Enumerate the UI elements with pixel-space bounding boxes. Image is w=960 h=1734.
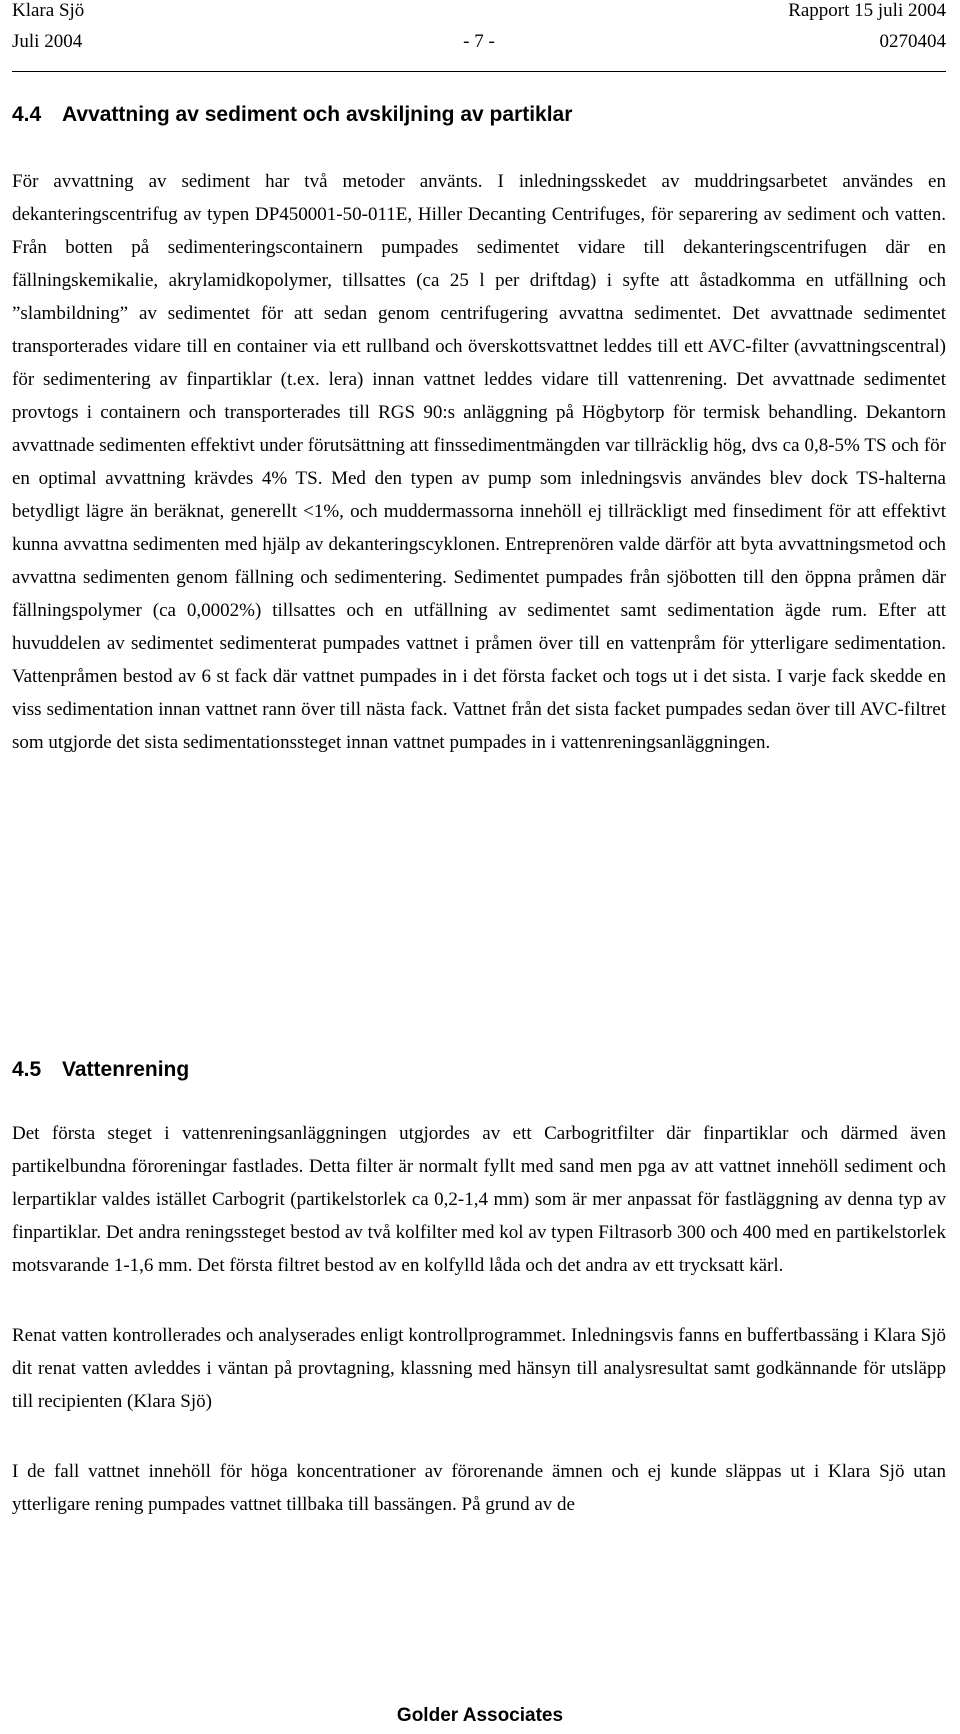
paragraph: Renat vatten kontrollerades och analyserades enligt kontrollprogrammet. Inledningsvis fanns en buffertbassäng i Klara Sjö dit renat vatten avleddes i väntan på provtagning, klassning med hänsyn till analysresultat samt godkännande för utsläpp till recipienten (Klara Sjö) bbox=[12, 1325, 946, 1412]
paragraph: För avvattning av sediment har två metoder använts. I inledningsskedet av muddringsarbetet användes en dekanteringscentrifug av typen DP450001-50-011E, Hiller Decanting Centrifuges, för separering av sediment och vatten. Från botten på sedimenteringscontainern pumpades sedimentet vidare till dekanteringscentrifugen där en fällningskemikalie, akrylamidkopolymer, tillsattes (ca 25 l per driftdag) i syfte att åstadkomma en utfällning och ”slambildning” av sedimentet för att sedan genom centrifugering avvattna sedimentet. Det avvattnade sedimentet transporterades vidare till en container via ett rullband och överskottsvattnet leddes till ett AVC-filter (avvattningscentral) för sedimentering av finpartiklar (t.ex. lera) innan vattnet leddes vidare till vattenrening. Det avvattnade sedimentet provtogs i containern och transporterades till RGS 90:s anläggning på Högbytorp för termisk behandling. Dekantorn avvattnade sedimenten effektivt under förutsättning att finssedimentmängden var tillräcklig hög, dvs ca 0,8-5% TS och för en optimal avvattning krävdes 4% TS. Med den typen av pump som inledningsvis användes blev dock TS-halterna betydligt lägre än beräknat, generellt <1%, och muddermassorna innehöll ej tillräckligt med finsediment för att effektivt kunna avvattna sedimenten med hjälp av dekanteringscyklonen. Entreprenören valde därför att byta avvattningsmetod och avvattna sedimenten genom fällning och sedimentering. Sedimentet pumpades från sjöbotten till den öppna pråmen där fällningspolymer (ca 0,0002%) tillsattes och en utfällning av sedimentet samt sedimentation ägde rum. Efter att huvuddelen av sedimentet sedimenterat pumpades vattnet i pråmen över till en vattenpråm för ytterligare sedimentation. Vattenpråmen bestod av 6 st fack där vattnet pumpades in i det första facket och togs ut i det sista. I varje fack skedde en viss sedimentation innan vattnet rann över till nästa fack. Vattnet från det sista facket pumpades sedan över till AVC-filtret som utgjorde det sista sedimentationssteget innan vattnet pumpades in i vattenreningsanläggningen. bbox=[12, 171, 946, 753]
paragraph: Det första steget i vattenreningsanläggningen utgjordes av ett Carbogritfilter där finpartiklar och därmed även partikelbundna föroreningar fastlades. Detta filter är normalt fyllt med sand men pga av att vattnet innehöll sediment och lerpartiklar valdes istället Carbogrit (partikelstorlek ca 0,2-1,4 mm) som är mer anpassat för fastläggning av denna typ av finpartiklar. Det andra reningssteget bestod av två kolfilter med kol av typen Filtrasorb 300 och 400 med en partikelstorlek motsvarande 1-1,6 mm. Det första filtret bestod av en kolfylld låda och det andra av ett trycksatt kärl. bbox=[12, 1123, 946, 1276]
section-number: 4.4 bbox=[12, 103, 42, 126]
header-author: Klara Sjö bbox=[12, 0, 85, 21]
paragraph: I de fall vattnet innehöll för höga koncentrationer av förorenande ämnen och ej kunde släppas ut i Klara Sjö utan ytterligare rening pumpades vattnet tillbaka till bassängen. På grund av de bbox=[12, 1461, 946, 1515]
header-date: Juli 2004 bbox=[12, 31, 83, 52]
footer-company: Golder Associates bbox=[396, 1705, 564, 1726]
section-heading-4-5 bbox=[12, 1057, 189, 1083]
header-page-number: - 7 - bbox=[463, 31, 495, 52]
section-heading-4-4 bbox=[12, 102, 572, 128]
header-report: Rapport 15 juli 2004 bbox=[788, 0, 946, 21]
header-divider bbox=[12, 71, 946, 72]
section-title: Vattenrening bbox=[62, 1058, 190, 1081]
section-number: 4.5 bbox=[12, 1058, 42, 1081]
section-title: Avvattning av sediment och avskiljning av partiklar bbox=[62, 103, 573, 126]
header-doc-number: 0270404 bbox=[879, 31, 946, 52]
